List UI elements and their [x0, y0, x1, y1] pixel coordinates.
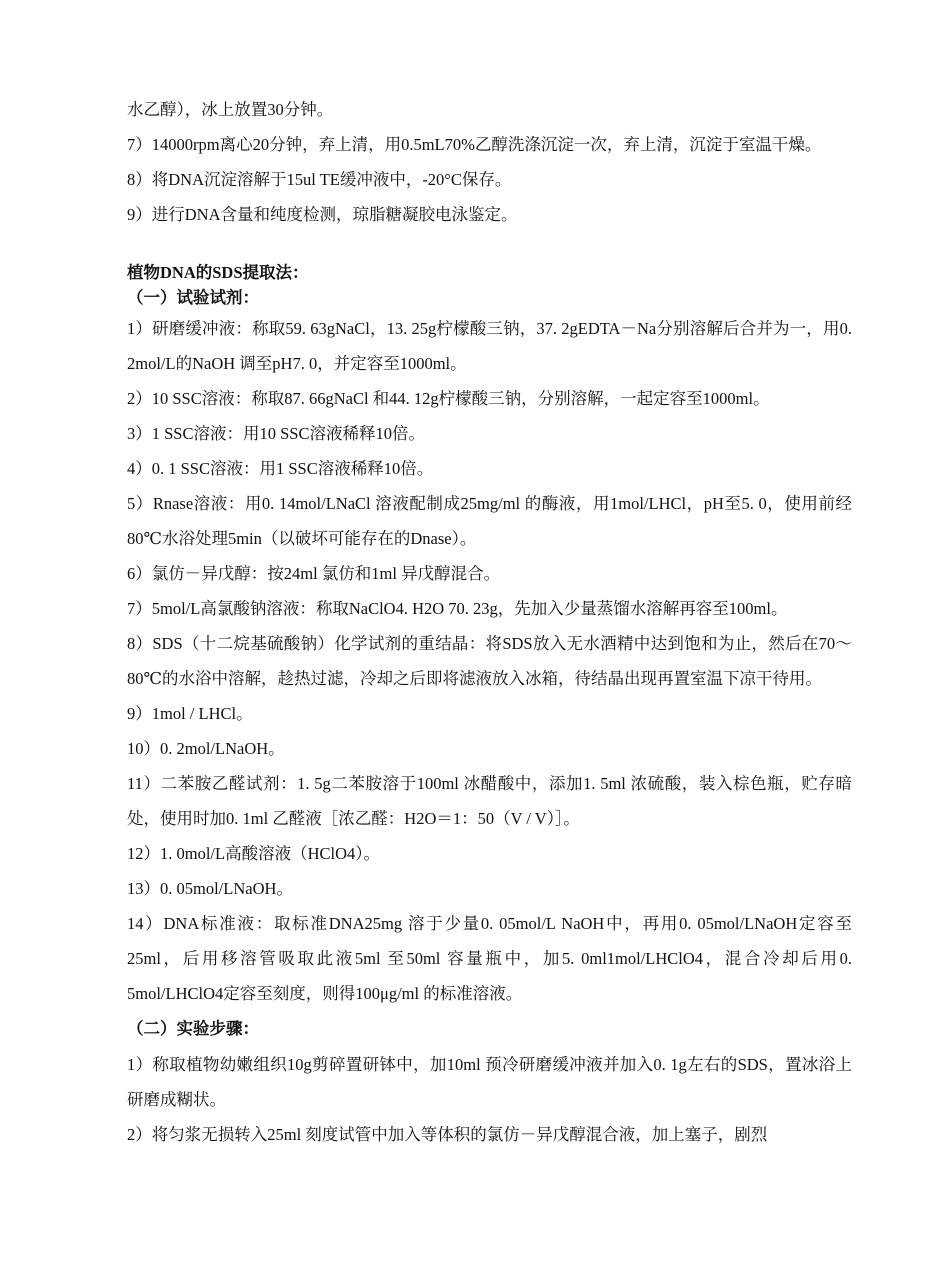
reagent-item: 8）SDS（十二烷基硫酸钠）化学试剂的重结晶：将SDS放入无水酒精中达到饱和为止，然后在70～80℃的水浴中溶解，趁热过滤，冷却之后即将滤液放入冰箱，待结晶出现再置室温下凉干待用。 [127, 634, 852, 688]
reagent-item: 3）1 SSC溶液：用10 SSC溶液稀释10倍。 [127, 424, 425, 443]
reagent-item: 6）氯仿－异戊醇：按24ml 氯仿和1ml 异戊醇混合。 [127, 564, 501, 583]
text-paragraph: 水乙醇），冰上放置30分钟。 [127, 100, 334, 119]
reagent-item: 10）0. 2mol/LNaOH。 [127, 739, 285, 758]
text-paragraph: 7）14000rpm离心20分钟，弃上清，用0.5mL70%乙醇洗涤沉淀一次，弃上清，沉淀于室温干燥。 [127, 135, 822, 154]
reagent-item: 9）1mol / LHCl。 [127, 704, 253, 723]
document-page [127, 92, 852, 1152]
text-paragraph: 8）将DNA沉淀溶解于15ul TE缓冲液中，-20°C保存。 [127, 170, 512, 189]
step-item: 1）称取植物幼嫩组织10g剪碎置研钵中，加10ml 预冷研磨缓冲液并加入0. 1g左右的SDS，置冰浴上研磨成糊状。 [127, 1055, 852, 1109]
reagent-item: 2）10 SSC溶液：称取87. 66gNaCl 和44. 12g柠檬酸三钠，分别溶解，一起定容至1000ml。 [127, 389, 770, 408]
reagent-item: 14）DNA标准液：取标准DNA25mg 溶于少量0. 05mol/L NaOH中，再用0. 05mol/LNaOH定容至25ml，后用移溶管吸取此液5ml 至50ml 容量瓶中，加5. 0ml1mol/LHClO4，混合冷却后用0. 5mol/LHClO4定容至刻度，则得100μg/ml 的标准溶液。 [127, 914, 852, 1003]
reagent-item: 11）二苯胺乙醛试剂：1. 5g二苯胺溶于100ml 冰醋酸中，添加1. 5ml 浓硫酸，装入棕色瓶，贮存暗处，使用时加0. 1ml 乙醛液［浓乙醛：H2O＝1：50（V / V）］。 [127, 774, 852, 828]
reagent-item: 12）1. 0mol/L高酸溶液（HClO4）。 [127, 844, 381, 863]
text-paragraph: 9）进行DNA含量和纯度检测，琼脂糖凝胶电泳鉴定。 [127, 205, 518, 224]
step-item: 2）将匀浆无损转入25ml 刻度试管中加入等体积的氯仿－异戊醇混合液，加上塞子，剧烈 [127, 1125, 768, 1144]
reagent-item: 5）Rnase溶液：用0. 14mol/LNaCl 溶液配制成25mg/ml 的酶液，用1mol/LHCl，pH至5. 0，使用前经80℃水浴处理5min（以破坏可能存在的Dnase）。 [127, 494, 852, 548]
reagent-item: 1）研磨缓冲液：称取59. 63gNaCl，13. 25g柠檬酸三钠，37. 2gEDTA－Na分别溶解后合并为一，用0. 2mol/L的NaOH 调至pH7. 0，并定容至1000ml。 [127, 319, 852, 373]
reagent-item: 13）0. 05mol/LNaOH。 [127, 879, 293, 898]
paragraph-spacer [127, 232, 852, 260]
reagent-item: 4）0. 1 SSC溶液：用1 SSC溶液稀释10倍。 [127, 459, 434, 478]
subsection-title: （一）试验试剂： [127, 288, 259, 307]
section-title: 植物DNA的SDS提取法： [127, 263, 309, 282]
reagent-item: 7）5mol/L高氯酸钠溶液：称取NaClO4. H2O 70. 23g，先加入少量蒸馏水溶解再容至100ml。 [127, 599, 788, 618]
subsection-title: （二）实验步骤： [127, 1019, 259, 1038]
